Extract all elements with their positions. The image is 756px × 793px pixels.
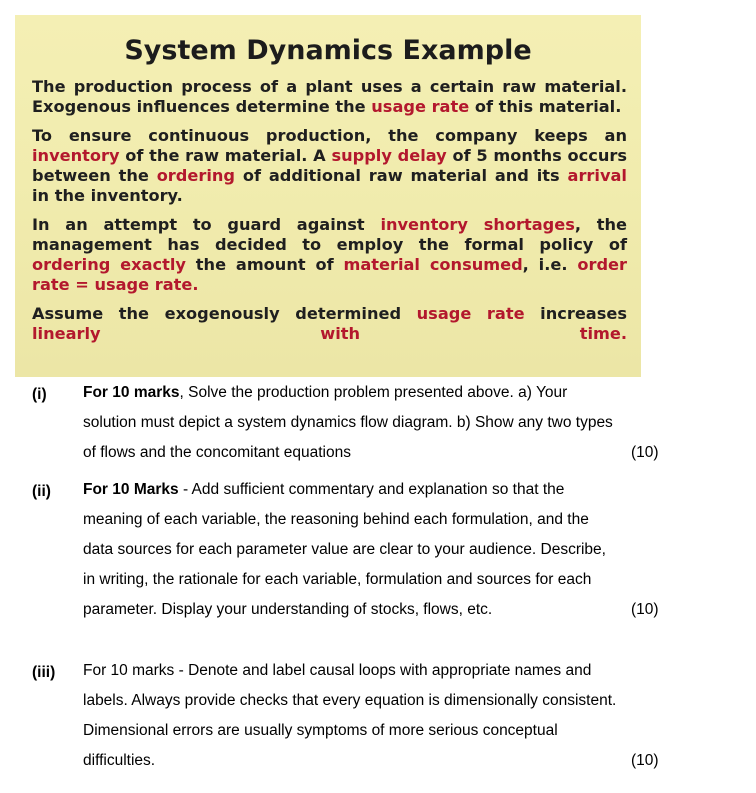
line-text: - Add sufficient commentary and explanation so that the [178,481,565,498]
question-line: Dimensional errors are usually symptoms of more serious conceptual [83,722,558,739]
question-line: solution must depict a system dynamics flow diagram. b) Show any two types [83,414,613,431]
slide-paragraph-3 [32,215,627,295]
question-line [83,378,683,408]
text-segment: In an attempt to guard against [32,215,381,234]
highlight-term: inventory [32,146,120,165]
slide-image [15,15,641,377]
question-text [83,475,683,625]
question-line: For 10 marks - Denote and label causal loops with appropriate names and [83,662,592,679]
highlight-term: ordering [156,166,236,185]
text-segment: increases [524,304,627,323]
text-segment: of the raw material. A [119,146,332,165]
marks-label: (10) [631,752,659,769]
question-line: meaning of each variable, the reasoning behind each formulation, and the [83,511,589,528]
line-text: parameter. Display your understanding of stocks, flows, etc. [83,601,493,618]
question-text [83,378,683,468]
question-line: data sources for each parameter value are clear to your audience. Describe, [83,541,606,558]
marks-label: (10) [631,601,659,618]
text-segment: of this material. [469,97,622,116]
highlight-term: supply delay [331,146,447,165]
highlight-term: usage rate [416,304,525,323]
question-lead: For 10 Marks [83,481,179,498]
question-line [83,595,683,625]
highlight-term: arrival [567,166,627,185]
slide-paragraph-2 [32,126,627,206]
text-segment: of 5 months occurs between the [32,146,627,185]
highlight-term: ordering exactly [32,255,186,274]
text-segment: in the inventory. [32,186,183,205]
question-number: (i) [32,386,47,403]
line-text: difficulties. [83,752,156,769]
text-segment: , i.e. [522,255,578,274]
text-segment: Assume the exogenously determined [32,304,417,323]
line-text: of flows and the concomitant equations [83,444,351,461]
question-line: in writing, the rationale for each variable, formulation and sources for each [83,571,592,588]
question-number: (iii) [32,664,56,681]
slide-paragraph-1 [32,77,627,117]
text-segment: of additional raw material and its [235,166,568,185]
text-segment: To ensure continuous production, the company keeps an [32,126,627,145]
highlight-term: linearly with time. [32,324,627,343]
slide-body [32,77,627,353]
question-line [83,746,683,776]
line-text: , Solve the production problem presented above. a) Your [179,384,568,401]
highlight-term: material consumed [343,255,523,274]
question-line [83,475,683,505]
question-lead: For 10 marks [83,384,180,401]
highlight-term: usage rate [371,97,470,116]
question-line: labels. Always provide checks that every equation is dimensionally consistent. [83,692,617,709]
text-segment: , the management has decided to employ the formal policy of [32,215,627,254]
text-segment: the amount of [185,255,344,274]
marks-label: (10) [631,444,659,461]
question-number: (ii) [32,483,51,500]
slide-title: System Dynamics Example [124,35,532,66]
question-text [83,656,683,776]
highlight-term: inventory shortages [380,215,575,234]
slide-paragraph-4 [32,304,627,344]
text-segment: The production process of a plant uses a certain raw material. Exogenous influences determine the [32,77,627,116]
question-line [83,438,683,468]
highlight-term: order rate = usage rate. [32,255,628,294]
